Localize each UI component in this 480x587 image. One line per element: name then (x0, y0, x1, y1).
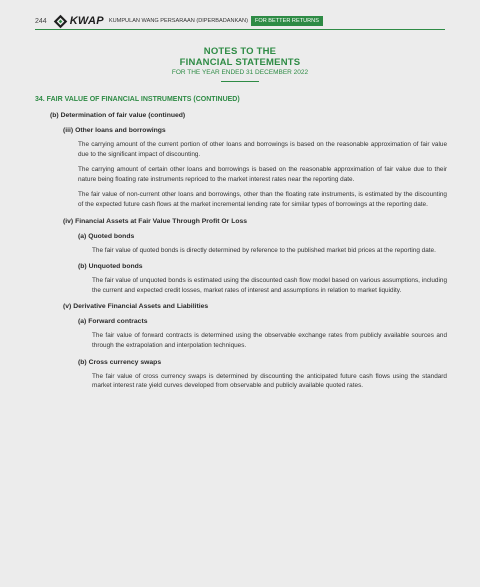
paragraph-iii-3: The fair value of non-current other loans and borrowings, other than the floating rate instruments, is estimated by the discounting of the expected future cash flows at the market incremental lending rate for similar types of borrowings at the reporting date. (78, 191, 447, 208)
heading-iv-b: (b) Unquoted bonds (78, 263, 143, 271)
page-number: 244 (35, 17, 47, 25)
kwap-logo (53, 14, 109, 29)
title-block (0, 46, 480, 82)
paragraph-iv-a: The fair value of quoted bonds is directly determined by reference to the published market bid prices at the reporting date. (92, 246, 436, 254)
title-divider (221, 81, 259, 82)
page-title-line2: FINANCIAL STATEMENTS (179, 57, 301, 68)
subsection-heading-b: (b) Determination of fair value (continued) (50, 112, 186, 119)
page-title-line1: NOTES TO THE (203, 46, 277, 57)
heading-v-b: (b) Cross currency swaps (78, 358, 162, 366)
page-header (35, 13, 323, 29)
heading-v-a: (a) Forward contracts (78, 318, 148, 326)
kwap-diamond-icon (53, 14, 68, 29)
paragraph-iii-2: The carrying amount of certain other loans and borrowings is based on the reasonable approximation of fair value due to their nature being floating rate instruments repriced to the market interest rates near the reporting date. (78, 166, 447, 183)
heading-iii: (iii) Other loans and borrowings (63, 127, 166, 134)
logo-text: KWAP (69, 15, 104, 27)
header-rule (35, 29, 445, 30)
org-name: KUMPULAN WANG PERSARAAN (DIPERBADANKAN) (108, 18, 248, 24)
paragraph-iv-b: The fair value of unquoted bonds is estimated using the discounted cash flow model based on various assumptions, including the current and expected credit losses, market rates of interest and assumptions in relation to market liquidity. (92, 277, 447, 294)
heading-iv: (iv) Financial Assets at Fair Value Through Profit Or Loss (63, 217, 248, 225)
paragraph-v-b: The fair value of cross currency swaps is determined by discounting the anticipated future cash flows using the standard market interest rate yield curves developed from observable and publicly available quoted rates. (92, 372, 447, 390)
section-heading: 34. FAIR VALUE OF FINANCIAL INSTRUMENTS (CONTINUED) (35, 96, 240, 103)
page-subtitle: FOR THE YEAR ENDED 31 DECEMBER 2022 (171, 69, 309, 76)
paragraph-iii-1: The carrying amount of the current portion of other loans and borrowings is based on the reasonable approximation of fair value due to the significant impact of discounting. (78, 141, 447, 158)
heading-iv-a: (a) Quoted bonds (78, 232, 135, 240)
tagline-badge: FOR BETTER RETURNS (251, 16, 323, 26)
notes-content (35, 96, 447, 391)
heading-v: (v) Derivative Financial Assets and Liabilities (63, 303, 209, 311)
paragraph-v-a: The fair value of forward contracts is determined using the observable exchange rates from publicly available sources and through the extrapolation and interpolation techniques. (92, 332, 447, 349)
